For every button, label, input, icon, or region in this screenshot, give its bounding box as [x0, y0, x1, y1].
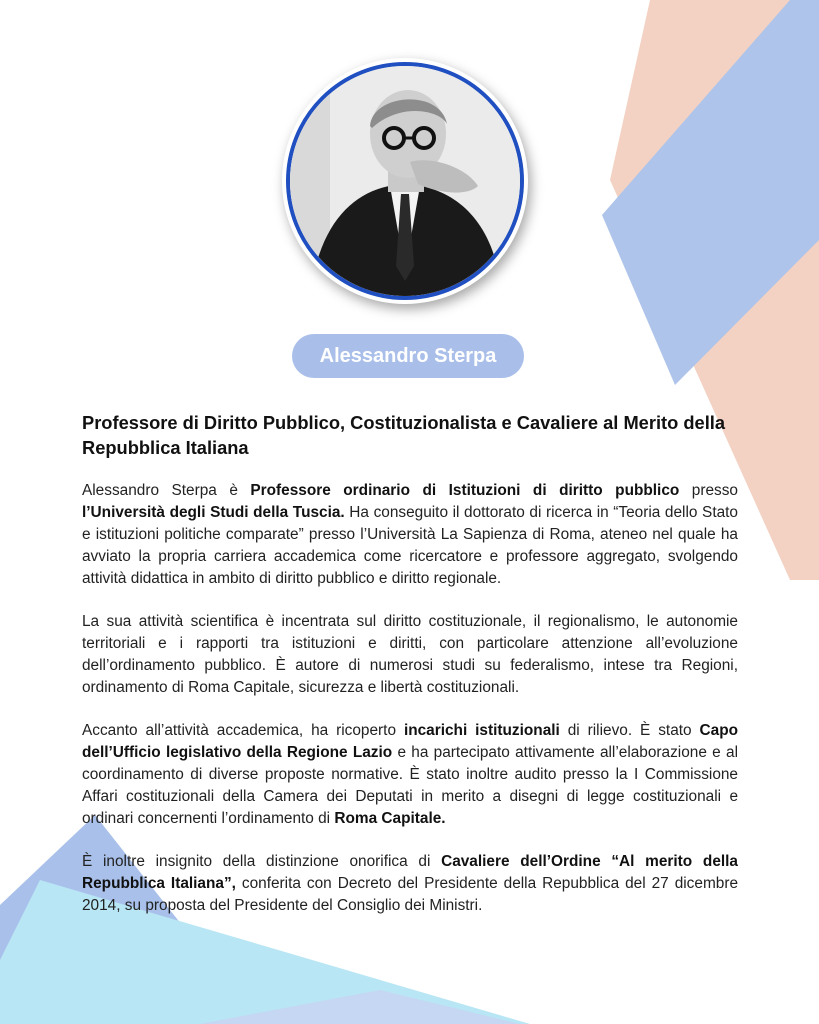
bio-paragraph: [82, 480, 738, 590]
name-badge: [292, 334, 524, 378]
bio-highlight: Professore ordinario di Istituzioni di diritto pubblico: [250, 482, 680, 499]
portrait-frame: [282, 58, 528, 304]
bio-highlight: Capo dell’Ufficio legislativo della Regione Lazio: [82, 722, 738, 761]
bio-paragraph: [82, 611, 738, 699]
bio-text: presso: [679, 482, 738, 499]
bio-text: di rilievo. È stato: [559, 722, 700, 739]
bio-highlight: incarichi istituzionali: [403, 722, 560, 739]
bio-text: Accanto all’attività accademica, ha ricoperto: [82, 722, 404, 739]
bio-text: conferita con Decreto del Presidente della Repubblica del 27 dicembre 2014, su proposta del Presidente del Consiglio dei Ministri.: [82, 875, 739, 914]
bio-highlight: Roma Capitale.: [334, 810, 446, 827]
bio-highlight: Cavaliere dell’Ordine “Al merito della Repubblica Italiana”,: [82, 853, 738, 892]
person-name: Alessandro Sterpa: [319, 344, 497, 367]
bio-highlight: l’Università degli Studi della Tuscia.: [82, 504, 345, 521]
bio-paragraph: [82, 720, 738, 830]
biography: [82, 480, 738, 938]
bio-text: e ha partecipato attivamente all’elaborazione e al coordinamento di diverse proposte normative. È stato inoltre audito presso la I Commissione Affari costituzionali della Camera dei Deputati in merito a disegni di legge costituzionali e ordinari concernenti l’ordinamento di: [82, 744, 738, 827]
portrait-illustration: [290, 66, 520, 296]
bio-paragraph: [82, 851, 738, 917]
bio-text: Ha conseguito il dottorato di ricerca in “Teoria dello Stato e istituzioni politiche comparate” presso l’Università La Sapienza di Roma, ateneo nel quale ha avviato la propria carriera accademica come ricercatore e professore aggregato, svolgendo attività didattica in ambito di diritto pubblico e diritto regionale.: [82, 504, 738, 587]
portrait-photo: [286, 62, 524, 300]
bio-text: Alessandro Sterpa è: [82, 482, 251, 499]
headline: Professore di Diritto Pubblico, Costituzionalista e Cavaliere al Merito della Repubblica Italiana: [82, 412, 726, 458]
bio-text: È inoltre insignito della distinzione onorifica di: [82, 853, 442, 870]
bio-text: La sua attività scientifica è incentrata sul diritto costituzionale, il regionalismo, le autonomie territoriali e i rapporti tra istituzioni e diritti, con particolare attenzione all’evoluzione dell’ordinamento pubblico. È autore di numerosi studi su federalismo, intese tra Regioni, ordinamento di Roma Capitale, sicurezza e libertà costituzionali.: [82, 613, 738, 696]
